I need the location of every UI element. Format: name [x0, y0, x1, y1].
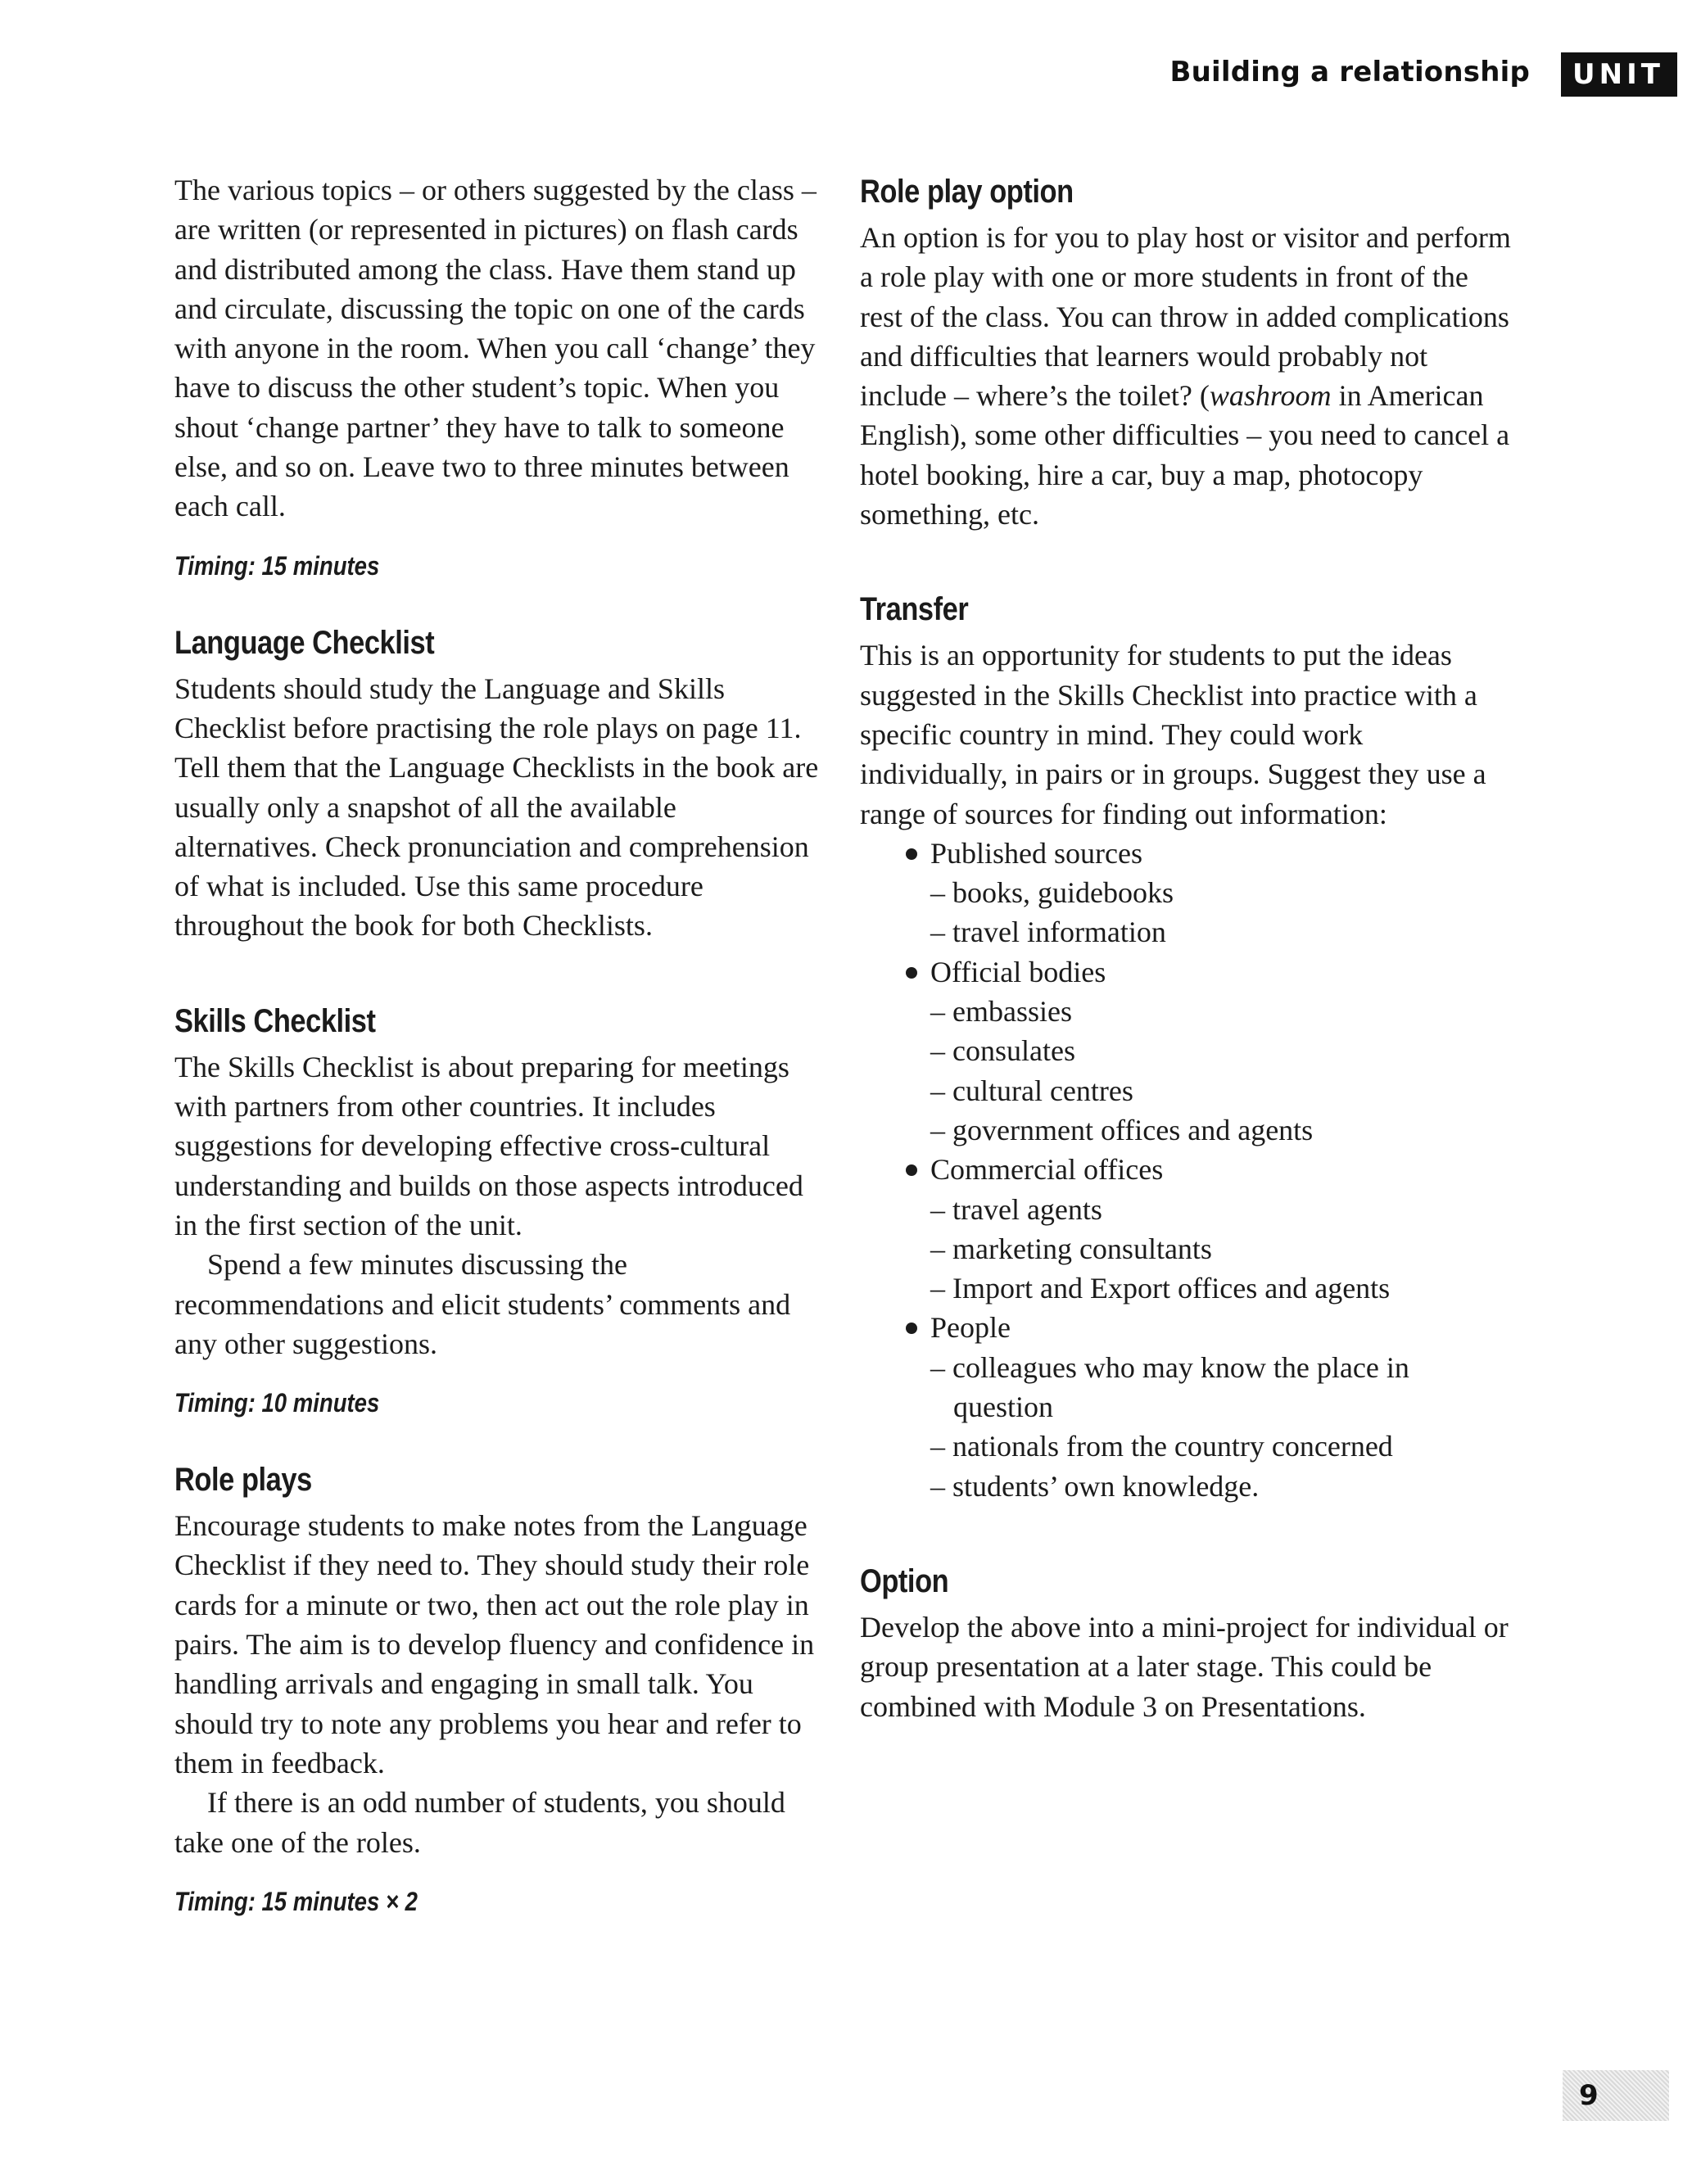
- option-heading: Option: [860, 1562, 949, 1599]
- language-checklist-heading: Language Checklist: [174, 624, 435, 661]
- source-category-label: Official bodies: [930, 955, 1106, 988]
- unit-badge: UNIT 1: [1561, 52, 1677, 97]
- sources-list: [860, 834, 1515, 1506]
- timing-intro: Timing: 15 minutes: [174, 550, 380, 581]
- role-plays-heading: Role plays: [174, 1462, 312, 1499]
- transfer-section: [860, 588, 1515, 1506]
- source-sublist: [930, 1190, 1515, 1309]
- source-category: [901, 952, 1515, 1150]
- role-plays-body-2: If there is an odd number of students, you should take one of the roles.: [174, 1786, 785, 1859]
- role-plays-body-1: Encourage students to make notes from the Language Checklist if they need to. They should study their role cards for a minute or two, then act out the role play in pairs. The aim is to develop fluency and confidence in handling arrivals and engaging in small talk. You should try to note any problems you hear and refer to them in feedback.: [174, 1509, 815, 1779]
- language-checklist-body: Students should study the Language and Skills Checklist before practising the role plays on page 11. Tell them that the Language Checklists in the book are usually only a snapshot of all the available alternatives. Check pronunciation and comprehension of what is included. Use this same procedure throughout the book for both Checklists.: [174, 671, 819, 943]
- source-category-label: Published sources: [930, 836, 1142, 870]
- source-category-label: Commercial offices: [930, 1153, 1164, 1187]
- skills-checklist-body-2: Spend a few minutes discussing the recommendations and elicit students’ comments and any other suggestions.: [174, 1248, 791, 1360]
- source-item: – Import and Export offices and agents: [930, 1272, 1391, 1305]
- source-category: [901, 834, 1515, 952]
- skills-checklist-heading: Skills Checklist: [174, 1002, 376, 1039]
- timing-skills: Timing: 10 minutes: [174, 1388, 380, 1418]
- option-section: [860, 1560, 1515, 1726]
- running-header-title: Building a relationship: [1169, 56, 1530, 88]
- role-play-option-heading: Role play option: [860, 174, 1074, 210]
- source-category: [901, 1308, 1515, 1505]
- role-play-option-section: [860, 170, 1515, 534]
- source-item: – travel agents: [930, 1192, 1102, 1226]
- source-item: – cultural centres: [930, 1074, 1133, 1107]
- source-category: [901, 1150, 1515, 1308]
- source-item: – colleagues who may know the place in question: [930, 1350, 1409, 1424]
- source-sublist: [930, 1348, 1515, 1506]
- source-item: – nationals from the country concerned: [930, 1430, 1393, 1463]
- source-item: – marketing consultants: [930, 1232, 1212, 1265]
- washroom-term: washroom: [1209, 379, 1332, 413]
- source-sublist: [930, 992, 1515, 1150]
- option-body: Develop the above into a mini-project for individual or group presentation at a later stage. This could be combined with Module 3 on Presentations.: [860, 1610, 1509, 1723]
- left-column: [174, 170, 821, 1957]
- source-item: – books, guidebooks: [930, 876, 1174, 910]
- source-item: – travel information: [930, 916, 1166, 949]
- source-sublist: [930, 873, 1515, 952]
- skills-checklist-body-1: The Skills Checklist is about preparing for meetings with partners from other countries. It includes suggestions for developing effective cross-cultural understanding and builds on those aspects introduced in the first section of the unit.: [174, 1050, 803, 1241]
- intro-paragraph: The various topics – or others suggested by the class – are written (or represented in pictures) on flash cards and distributed among the class. Have them stand up and circulate, discussing the topic on one of the cards with anyone in the room. When you call ‘change’ they have to discuss the other student’s topic. When you shout ‘change partner’ they have to talk to someone else, and so on. Leave two to three minutes between each call.: [174, 174, 817, 523]
- transfer-body: This is an opportunity for students to put the ideas suggested in the Skills Checklist into practice with a specific country in mind. They could work individually, in pairs or in groups. Suggest they use a range of sources for finding out information:: [860, 639, 1486, 830]
- source-item: – students’ own knowledge.: [930, 1469, 1260, 1503]
- role-play-option-body: An option is for you to play host or visitor and perform a role play with one or more students in front of the rest of the class. You can throw in added complications and difficulties that learners would probably not include – where’s the toilet? (washroom in American English), some other difficulties – you need to cancel a hotel booking, hire a car, buy a map, photocopy something, etc.: [860, 221, 1511, 531]
- right-column: [860, 170, 1515, 1726]
- page-number: 9: [1563, 2070, 1669, 2121]
- timing-role-plays: Timing: 15 minutes × 2: [174, 1886, 418, 1916]
- transfer-heading: Transfer: [860, 591, 969, 628]
- source-item: – government offices and agents: [930, 1113, 1314, 1146]
- source-item: – consulates: [930, 1034, 1075, 1068]
- source-item: – embassies: [930, 995, 1072, 1029]
- source-category-label: People: [930, 1311, 1011, 1345]
